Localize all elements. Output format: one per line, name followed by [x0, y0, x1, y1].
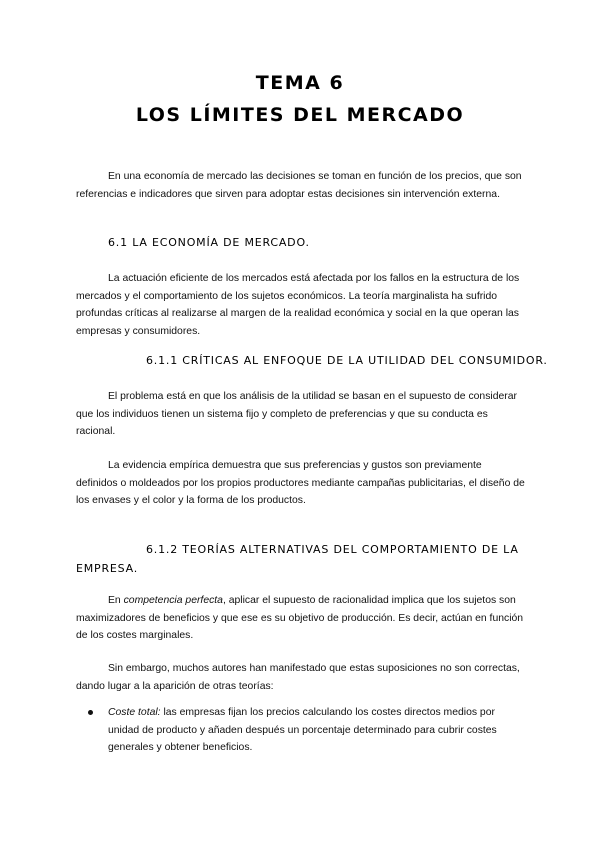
- document-title-line1: TEMA 6: [255, 72, 345, 94]
- section-heading-6-1-1: 6.1.1 CRÍTICAS AL ENFOQUE DE LA UTILIDAD DEL CONSUMIDOR.: [146, 354, 548, 367]
- p1-prefix: En: [108, 595, 124, 606]
- document-title-line2: LOS LÍMITES DEL MERCADO: [135, 104, 465, 126]
- bullet-text: [108, 704, 526, 757]
- section-6-1-1-paragraph-1: [76, 388, 526, 441]
- bullet-description: las empresas fijan los precios calculando los costes directos medios por unidad de producto y añaden después un porcentaje determinado para cubrir costes generales y obtener beneficios.: [108, 707, 497, 753]
- section-6-1-2-text-2: Sin embargo, muchos autores han manifestado que estas suposiciones no son correctas, dando lugar a la aparición de otras teorías:: [76, 663, 520, 692]
- p1-rest: , aplicar el supuesto de racionalidad implica que los sujetos son maximizadores de beneficios y que ese es su objetivo de producción. Es decir, actúan en función de los costes marginales.: [76, 595, 524, 641]
- section-6-1-paragraph: [76, 270, 526, 340]
- intro-paragraph: [76, 168, 526, 203]
- section-6-1-2-paragraph-1: [76, 592, 526, 645]
- section-6-1-1-paragraph-2: [76, 457, 526, 510]
- bullet-term: Coste total:: [108, 707, 161, 718]
- section-6-1-text: La actuación eficiente de los mercados está afectada por los fallos en la estructura de los mercados y el comportamiento de los sujetos económicos. La teoría marginalista ha sufrido profundas críticas al realizarse al margen de la realidad económica y social en la que operan las empresas y consumidores.: [76, 273, 520, 337]
- section-6-1-1-text-1: El problema está en que los análisis de la utilidad se basan en el supuesto de considerar que los individuos tienen un sistema fijo y completo de preferencias y que su conducta es racional.: [76, 391, 517, 437]
- intro-text: En una economía de mercado las decisiones se toman en función de los precios, que son referencias e indicadores que sirven para adoptar estas decisiones sin intervención externa.: [76, 171, 522, 200]
- section-heading-6-1-2: [76, 540, 526, 578]
- section-heading-6-1-2-line1: 6.1.2 TEORÍAS ALTERNATIVAS DEL COMPORTAMIENTO DE LA: [146, 543, 519, 556]
- section-heading-6-1-2-line2: EMPRESA.: [76, 562, 139, 575]
- section-6-1-2-paragraph-2: [76, 660, 526, 695]
- section-heading-6-1: 6.1 LA ECONOMÍA DE MERCADO.: [108, 236, 310, 249]
- section-6-1-1-text-2: La evidencia empírica demuestra que sus preferencias y gustos son previamente definidos o moldeados por los propios productores mediante campañas publicitarias, el diseño de los envases y el color y la forma de los productos.: [76, 460, 525, 506]
- bullet-dot-icon: [88, 710, 93, 715]
- p1-emphasis: competencia perfecta: [123, 595, 223, 606]
